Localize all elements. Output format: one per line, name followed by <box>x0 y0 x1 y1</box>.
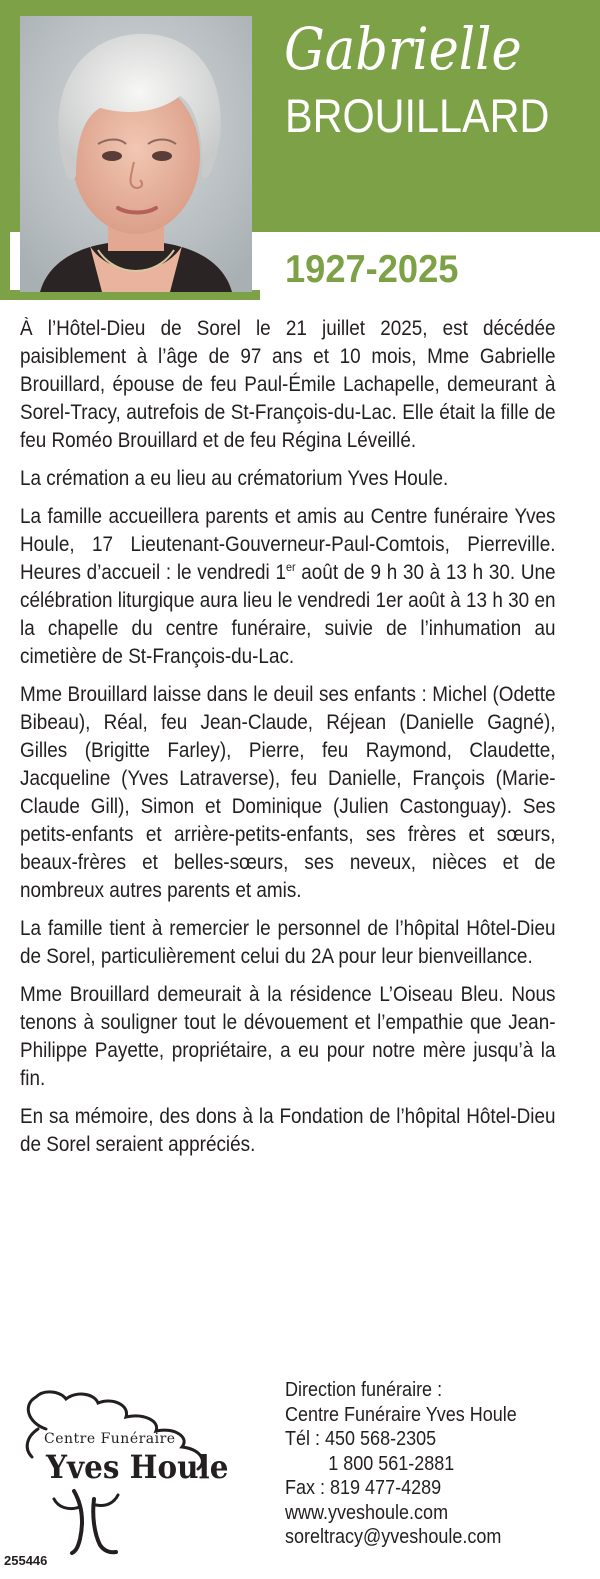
paragraph-thanks-hospital: La famille tient à remercier le personnel de l’hôpital Hôtel-Dieu de Sorel, particulièrement celui du 2A pour leur bienveillance. <box>20 917 556 968</box>
visitation-text-end: août de 9 h 30 à 13 h 30. Une célébration liturgique aura lieu le vendredi 1er août à 13 h 30 en la chapelle du centre funéraire, suivie de l’inhumation au cimetière de St-François-du-Lac. <box>20 561 556 668</box>
obituary-text <box>20 315 556 1169</box>
last-name: BROUILLARD <box>285 89 550 142</box>
contact-heading: Direction funéraire : <box>285 1379 443 1401</box>
life-years: 1927-2025 <box>285 248 459 291</box>
contact-fax: Fax : 819 477-4289 <box>285 1477 442 1499</box>
ordinal-superscript: er <box>285 560 296 574</box>
portrait-image <box>20 16 252 292</box>
paragraph-survivors: Mme Brouillard laisse dans le deuil ses enfants : Michel (Odette Bibeau), Réal, feu Jean-Claude, Réjean (Danielle Gagné), Gilles (Brigitte Farley), Pierre, feu Raymond, Claudette, Jacqueline (Yves Latraverse), feu Danielle, François (Marie-Claude Gill), Simon et Dominique (Julien Castonguay). Ses petits-enfants et arrière-petits-enfants, ses frères et sœurs, beaux-frères et belles-sœurs, ses neveux, nièces et de nombreux autres parents et amis. <box>20 683 556 902</box>
funeral-home-contact <box>285 1378 573 1550</box>
contact-name: Centre Funéraire Yves Houle <box>285 1403 517 1426</box>
contact-tollfree: 1 800 561-2881 <box>328 1452 455 1475</box>
contact-website[interactable]: www.yveshoule.com <box>285 1501 449 1524</box>
banner-frame-left <box>0 232 10 300</box>
contact-phone: Tél : 450 568-2305 <box>285 1428 437 1450</box>
visitation-text-start: La famille accueillera parents et amis au Centre funéraire Yves Houle, 17 Lieutenant-Gouverneur-Paul-Comtois, Pierreville. Heures d’accueil : le vendredi 1 <box>20 505 556 584</box>
contact-email[interactable]: soreltracy@yveshoule.com <box>285 1526 502 1548</box>
first-name: Gabrielle <box>284 15 522 83</box>
logo-subtitle: Centre Funéraire <box>44 1431 176 1447</box>
paragraph-death-notice: À l’Hôtel-Dieu de Sorel le 21 juillet 2025, est décédée paisiblement à l’âge de 97 ans et 10 mois, Mme Gabrielle Brouillard, épouse de feu Paul-Émile Lachapelle, demeurant à Sorel-Tracy, autrefois de St-François-du-Lac. Elle était la fille de feu Roméo Brouillard et de feu Régina Léveillé. <box>20 317 556 452</box>
paragraph-cremation: La crémation a eu lieu au crématorium Yves Houle. <box>20 467 449 490</box>
paragraph-visitation <box>20 503 556 671</box>
portrait-photo <box>20 16 252 292</box>
paragraph-thanks-residence: Mme Brouillard demeurait à la résidence L’Oiseau Bleu. Nous tenons à souligner tout le dévouement et l’empathie que Jean-Philippe Payette, propriétaire, a eu pour notre mère jusqu’à la fin. <box>20 983 556 1090</box>
logo-title: Yves Houle <box>46 1448 229 1486</box>
paragraph-donations: En sa mémoire, des dons à la Fondation de l’hôpital Hôtel-Dieu de Sorel seraient appréciés. <box>20 1105 556 1156</box>
reference-number: 255446 <box>4 1553 48 1568</box>
